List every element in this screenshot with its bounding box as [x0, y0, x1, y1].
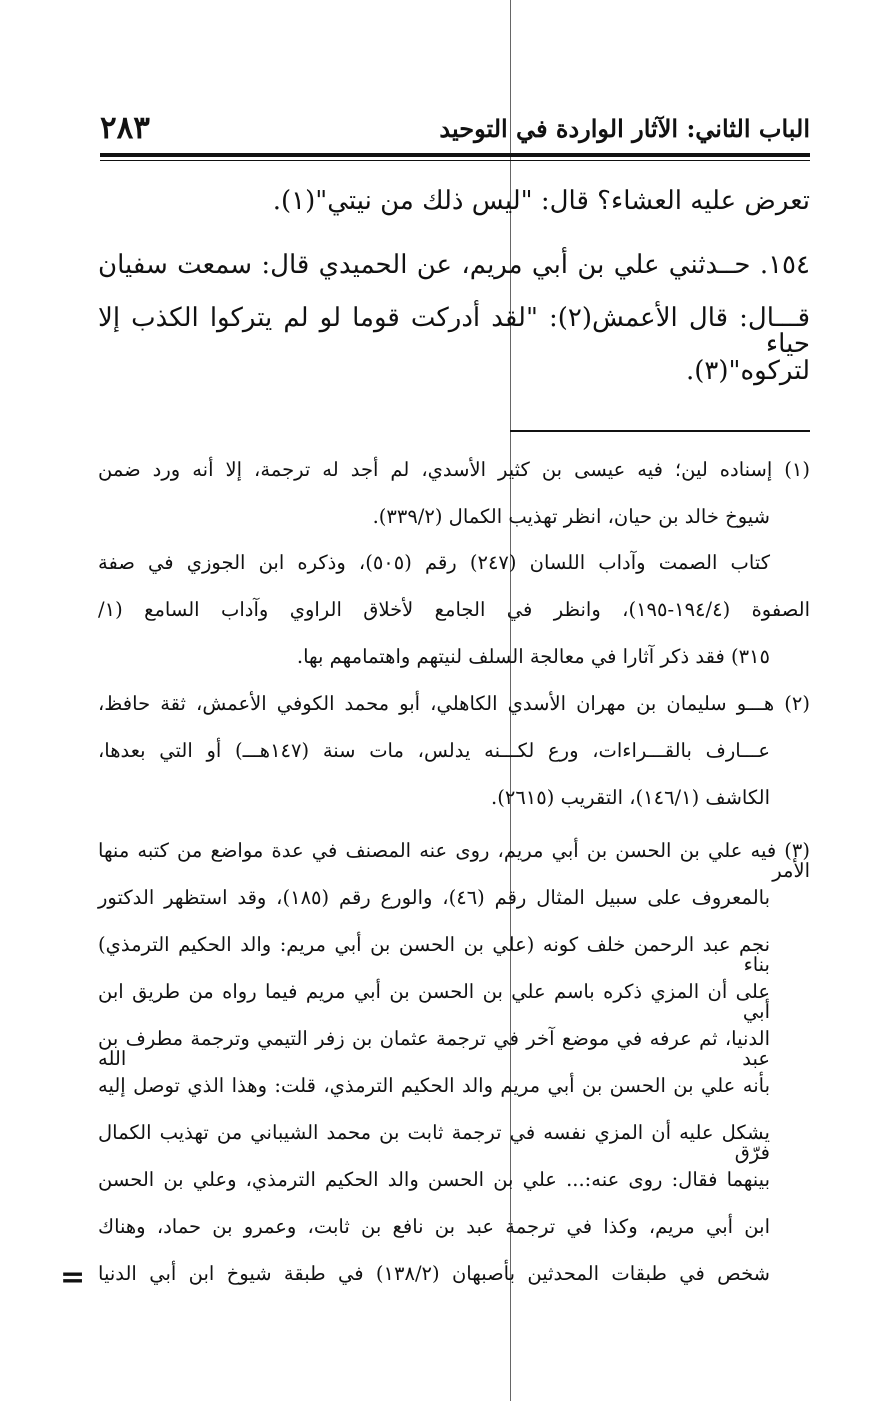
- footnote-line: الدنيا، ثم عرفه في موضع آخر في ترجمة عثمان بن زفر التيمي وترجمة مطرف بن عبد الله: [98, 1027, 770, 1070]
- footnote-line: عـــارف بالقـــراءات، ورع لكـــنه يدلس، مات سنة (١٤٧هـــ) أو التي بعدها،: [98, 739, 770, 762]
- footnote-line: الصفوة (١٩٤/٤-١٩٥)، وانظر في الجامع لأخلاق الراوي وآداب السامع (١/: [98, 598, 810, 621]
- footnote-line: بينهما فقال: روى عنه:... علي بن الحسن والد الحكيم الترمذي، وعلي بن الحسن: [98, 1168, 770, 1191]
- continuation-mark: =: [60, 1260, 86, 1295]
- header-rule: [100, 153, 810, 157]
- footnote-line: ٣١٥) فقد ذكر آثارا في معالجة السلف لنيتهم واهتمامهم بها.: [296, 645, 770, 668]
- footnote-line: بالمعروف على سبيل المثال رقم (٤٦)، والورع رقم (١٨٥)، وقد استظهر الدكتور: [98, 886, 771, 909]
- footnote-line: ابن أبي مريم، وكذا في ترجمة عبد بن نافع بن ثابت، وعمرو بن حماد، وهناك: [98, 1215, 770, 1238]
- footnote-line: شيوخ خالد بن حيان، انظر تهذيب الكمال (٣٣٩/٢).: [372, 505, 770, 528]
- page-header: [100, 110, 810, 150]
- footnote-line: بأنه علي بن الحسن بن أبي مريم والد الحكيم الترمذي، قلت: وهذا الذي توصل إليه: [98, 1074, 770, 1097]
- main-text-line: لتركوه"(٣).: [685, 356, 810, 386]
- footnote-line: (٣) فيه علي بن الحسن بن أبي مريم، روى عنه المصنف في عدة مواضع من كتبه منها الأمر: [98, 839, 810, 882]
- footnote-line: (١) إسناده لين؛ فيه عيسى بن كثير الأسدي، لم أجد له ترجمة، إلا أنه ورد ضمن: [98, 458, 810, 481]
- running-title: الباب الثاني: الآثار الواردة في التوحيد: [439, 114, 810, 143]
- main-text-line: تعرض عليه العشاء؟ قال: "ليس ذلك من نيتي"(١).: [272, 186, 810, 216]
- footnote-line: الكاشف (١٤٦/١)، التقريب (٢٦١٥).: [491, 786, 770, 809]
- page-number: ٢٨٣: [100, 110, 150, 146]
- footnote-separator: [510, 430, 810, 432]
- footnote-line: (٢) هـــو سليمان بن مهران الأسدي الكاهلي، أبو محمد الكوفي الأعمش، ثقة حافظ،: [98, 692, 810, 715]
- main-text-line: ١٥٤. حــدثني علي بن أبي مريم، عن الحميدي قال: سمعت سفيان: [98, 250, 810, 280]
- main-text-line: قـــال: قال الأعمش(٢): "لقد أدركت قوما لو لم يتركوا الكذب إلا حياء: [98, 303, 810, 359]
- header-rule-thin: [100, 160, 810, 161]
- footnote-line: كتاب الصمت وآداب اللسان (٢٤٧) رقم (٥٠٥)، وذكره ابن الجوزي في صفة: [98, 551, 770, 574]
- footnote-line: نجم عبد الرحمن خلف كونه (علي بن الحسن بن أبي مريم: والد الحكيم الترمذي) بناء: [98, 933, 770, 976]
- footnote-line: على أن المزي ذكره باسم علي بن الحسن بن أبي مريم فيما رواه من طريق ابن أبي: [98, 980, 770, 1023]
- footnote-line: شخص في طبقات المحدثين بأصبهان (١٣٨/٢) في طبقة شيوخ ابن أبي الدنيا: [98, 1262, 770, 1285]
- footnote-line: يشكل عليه أن المزي نفسه في ترجمة ثابت بن محمد الشيباني من تهذيب الكمال فرّق: [98, 1121, 770, 1164]
